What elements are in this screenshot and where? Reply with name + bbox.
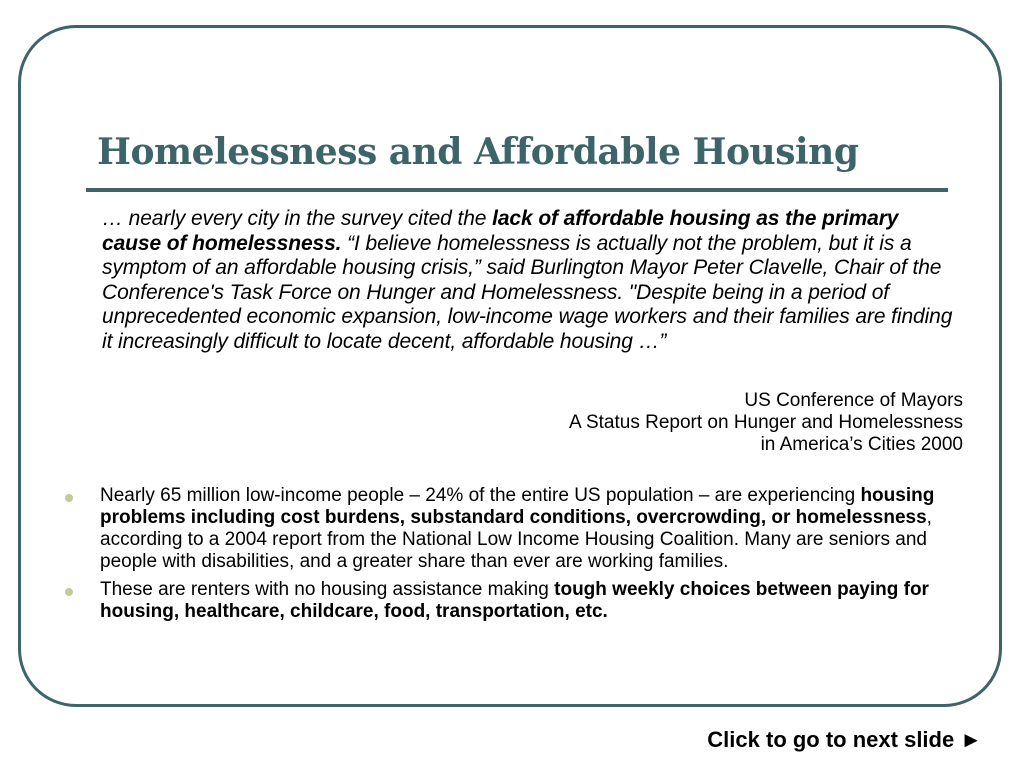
attribution-report-subtitle: in America’s Cities 2000 [760, 434, 963, 455]
bullet-dot-icon [65, 588, 73, 596]
next-slide-label: Click to go to next slide [707, 727, 955, 752]
bullet-text-before: Nearly 65 million low-income people – 24% of the entire US population – are experiencing [100, 485, 861, 506]
attribution-report-title: A Status Report on Hunger and Homelessness [569, 412, 963, 433]
attribution-organization: US Conference of Mayors [744, 390, 963, 411]
bullet-text-emphasis: tough weekly choices between paying for housing, healthcare, childcare, food, transportation, etc. [100, 579, 929, 622]
next-slide-link[interactable] [707, 726, 982, 754]
bullet-text-emphasis: housing problems including cost burdens, substandard conditions, overcrowding, or homelessness [100, 485, 935, 528]
quote-attribution [569, 390, 963, 456]
quote-text-emphasis: lack of affordable housing as the primary cause of homelessness. [102, 207, 899, 255]
bullet-text-before: These are renters with no housing assistance making [100, 579, 555, 600]
bullet-text [100, 485, 934, 572]
slide-title: Homelessness and Affordable Housing [97, 131, 859, 173]
bullet-text [100, 579, 929, 622]
bullet-item [58, 579, 958, 623]
play-triangle-icon: ► [960, 727, 982, 752]
quote-block [102, 207, 954, 354]
bullet-dot-icon [65, 494, 73, 502]
quote-text-body: “I believe homelessness is actually not the problem, but it is a symptom of an affordable housing crisis,” said Burlington Mayor Peter Clavelle, Chair of the Conference's Task Force on Hunger and Homelessness. "Despite being in a period of unprecedented economic expansion, low-income wage workers and their families are finding it increasingly difficult to locate decent, affordable housing …” [102, 231, 953, 353]
title-divider [86, 188, 948, 192]
bullet-item [58, 485, 958, 573]
bullet-list [58, 485, 958, 629]
quote-text-intro: … nearly every city in the survey cited the [102, 207, 493, 230]
bullet-text-after: , according to a 2004 report from the National Low Income Housing Coalition. Many are seniors and people with disabilities, and a greater share than ever are working families. [100, 507, 932, 572]
